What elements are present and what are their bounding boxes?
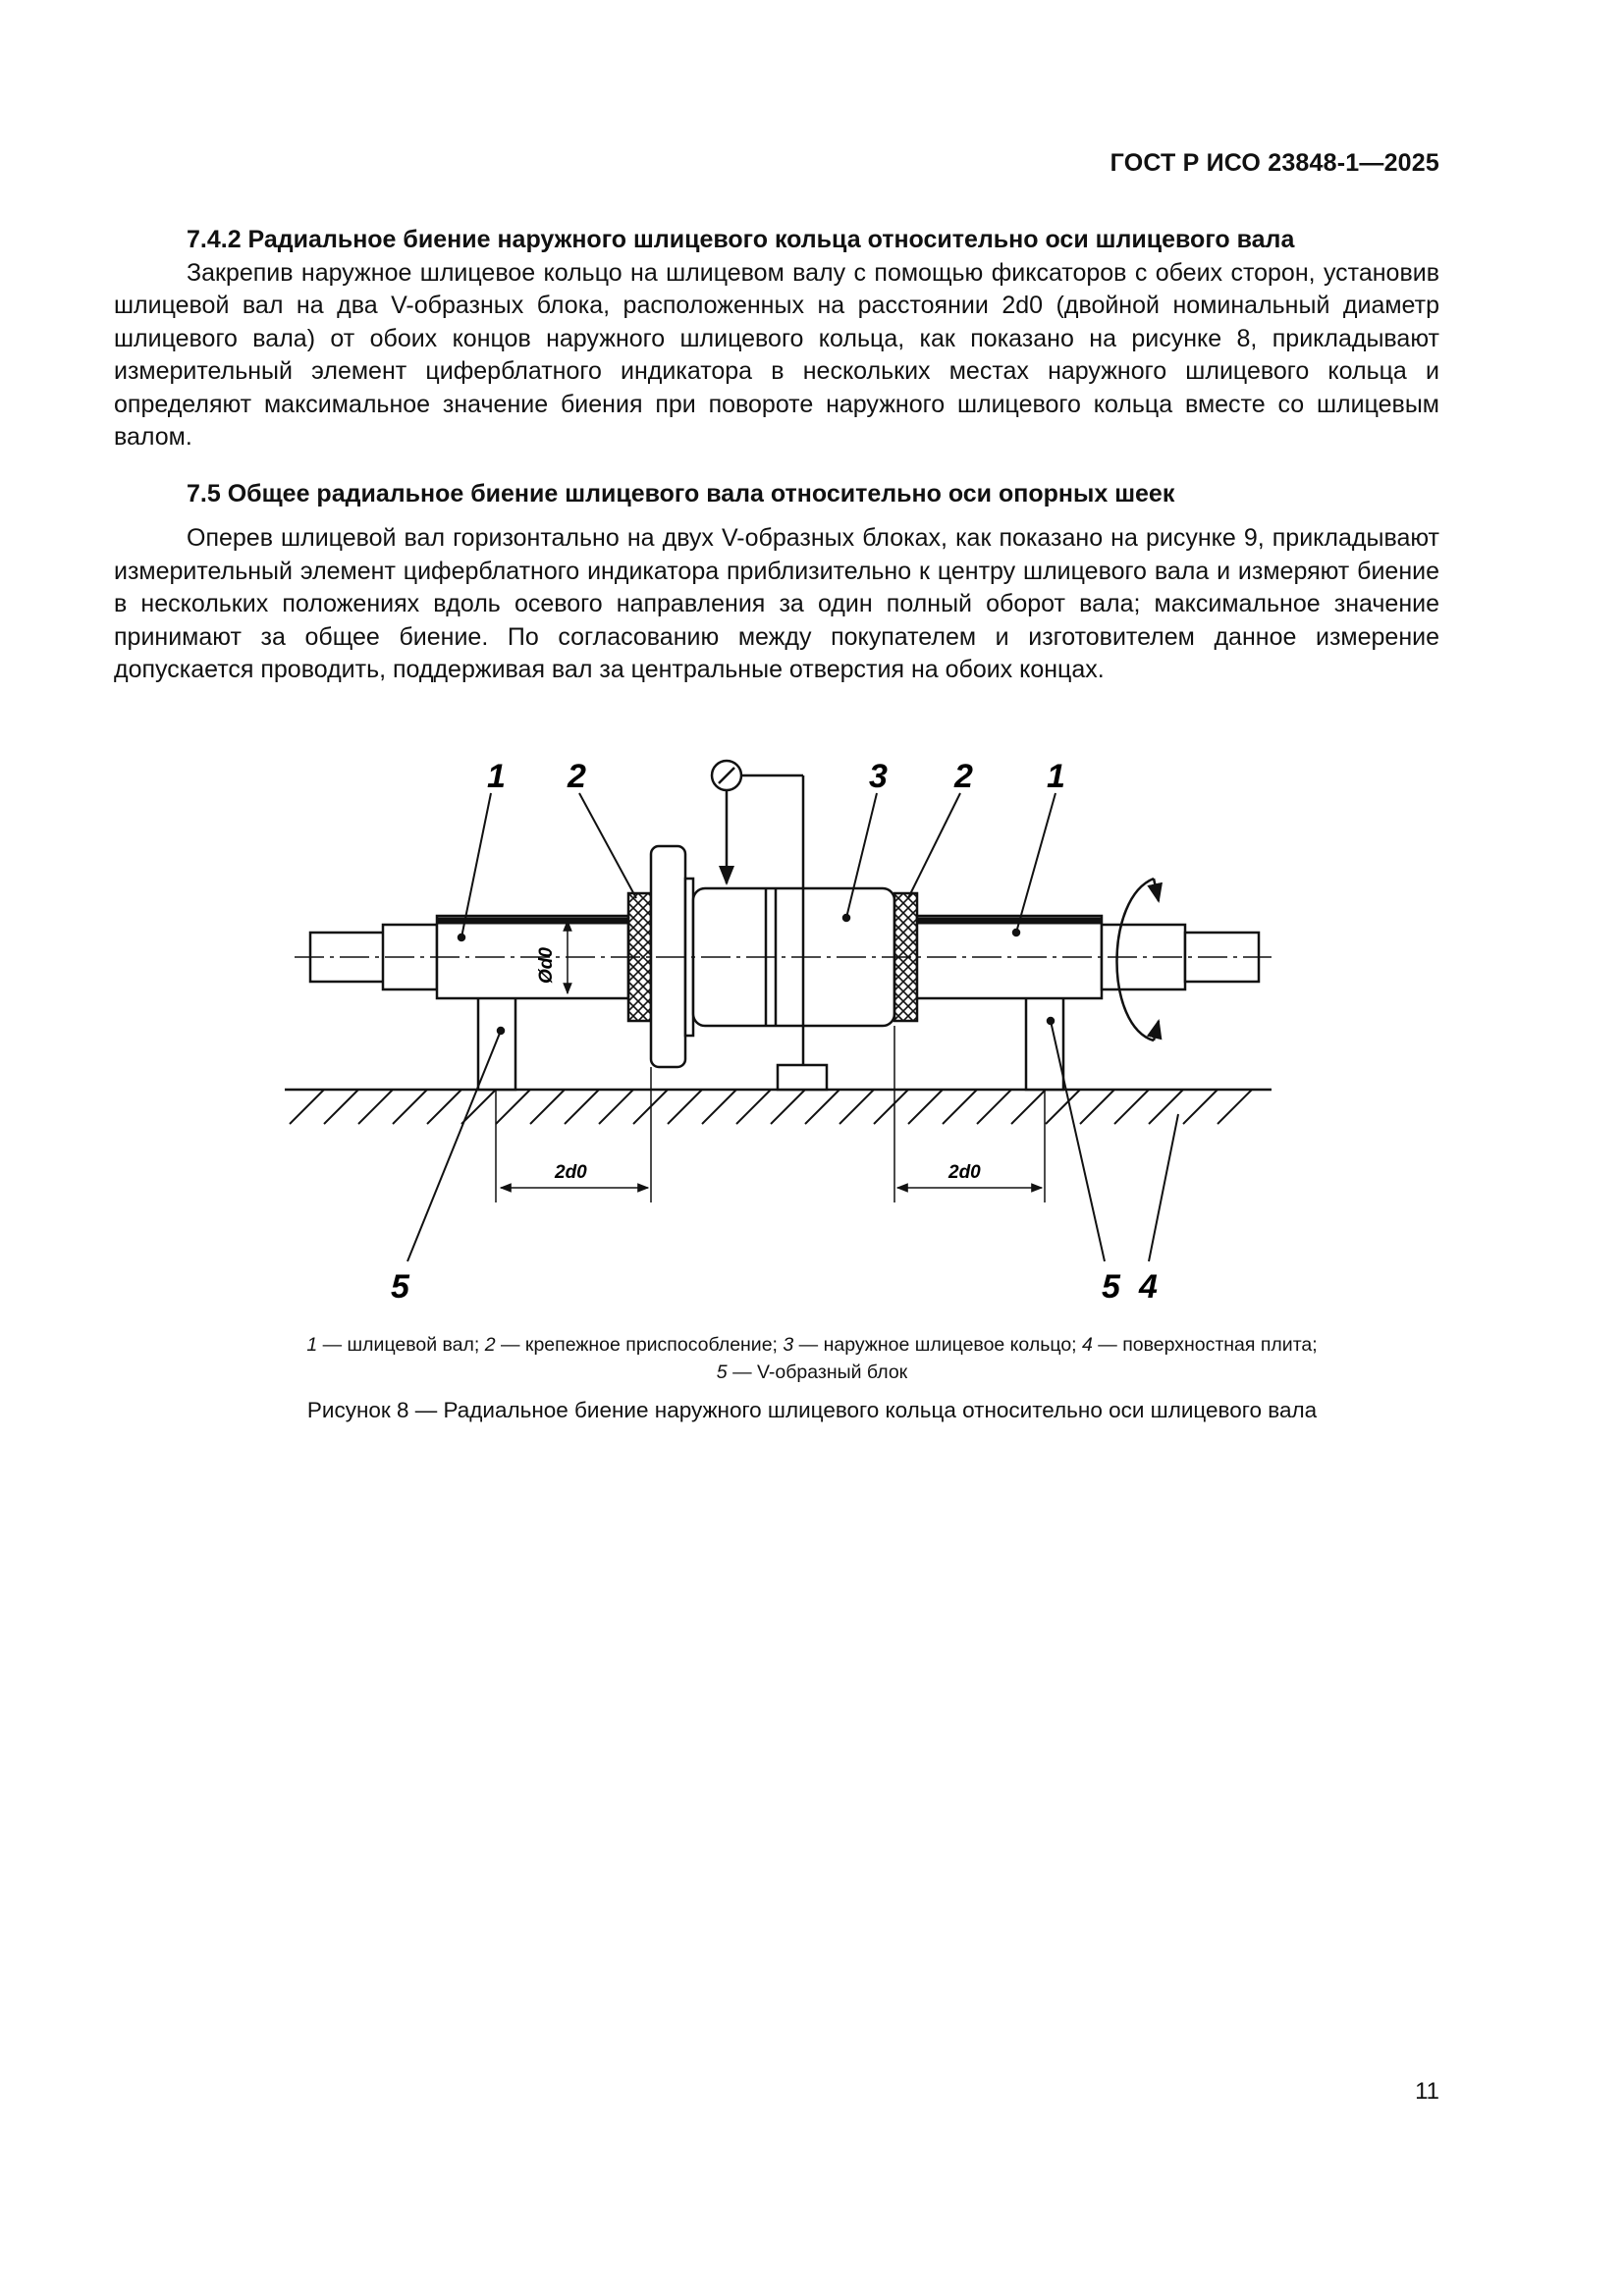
section-7-5-paragraph: Оперев шлицевой вал горизонтально на двух V-образных блоках, как показано на рисунке 9, прикладывают измерительный элемент циферблатного индикатора приблизительно к центру шлицевого вала и измеряют биение в нескольких положениях вдоль осевого направления за один полный оборот вала; максимальное значение принимают за общее биение. По согласованию между покупателем и изготовителем данное измерение допускается проводить, поддерживая вал за центральные отверстия на обоих концах. (114, 524, 1439, 683)
callout-1-left: 1 (487, 758, 506, 795)
figure-caption: Рисунок 8 — Радиальное биение наружного шлицевого кольца относительно оси шлицевого вала (306, 1398, 1318, 1422)
figure-8-drawing (0, 746, 1624, 1394)
page-number: 11 (1415, 2078, 1439, 2105)
section-7-5-body (114, 522, 1439, 687)
section-7-4-2 (114, 224, 1439, 454)
figure-8 (0, 746, 1624, 1394)
section-7-5-heading-block (114, 478, 1439, 511)
callout-5-right: 5 (1102, 1268, 1120, 1306)
callout-5-left: 5 (391, 1268, 409, 1306)
callout-1-right: 1 (1047, 758, 1065, 795)
legend-num-2: 2 (484, 1334, 496, 1356)
legend-text-5: — V-образный блок (727, 1362, 908, 1383)
section-7-4-2-paragraph: Закрепив наружное шлицевое кольцо на шлицевом валу с помощью фиксаторов с обеих сторон, установив шлицевой вал на два V-образных блока, расположенных на расстоянии 2d0 (двойной номинальный диаметр шлицевого вала) от обоих концов наружного шлицевого кольца, как показано на рисунке 8, прикладывают измерительный элемент циферблатного индикатора в нескольких местах наружного шлицевого кольца и определяют максимальное значение биения при повороте наружного шлицевого кольца вместе со шлицевым валом. (114, 258, 1439, 451)
document-code: ГОСТ Р ИСО 23848-1—2025 (1110, 149, 1439, 177)
surface-plate-hatching (290, 1090, 1252, 1124)
callout-3: 3 (869, 758, 888, 795)
dim-left: 2d0 (555, 1162, 587, 1183)
callout-2-left: 2 (568, 758, 586, 795)
legend-text-2: — крепежное приспособление; (495, 1334, 784, 1356)
section-7-5-heading: 7.5 Общее радиальное биение шлицевого вала относительно оси опорных шеек (187, 480, 1175, 507)
indicator-base (778, 1065, 827, 1090)
legend-text-4: — поверхностная плита; (1092, 1334, 1318, 1356)
legend-text-3: — наружное шлицевое кольцо; (793, 1334, 1083, 1356)
callout-2-right: 2 (954, 758, 973, 795)
section-7-4-2-heading: 7.4.2 Радиальное биение наружного шлицевого кольца относительно оси шлицевого вала (187, 226, 1295, 253)
legend-num-1: 1 (306, 1334, 318, 1356)
callout-4: 4 (1139, 1268, 1158, 1306)
dim-right: 2d0 (948, 1162, 981, 1183)
legend-num-5: 5 (716, 1362, 728, 1383)
legend-num-3: 3 (783, 1334, 794, 1356)
legend-text-1: — шлицевой вал; (317, 1334, 485, 1356)
figure-legend (147, 1331, 1477, 1386)
dim-diameter: Ød0 (536, 947, 557, 984)
legend-num-4: 4 (1082, 1334, 1093, 1356)
